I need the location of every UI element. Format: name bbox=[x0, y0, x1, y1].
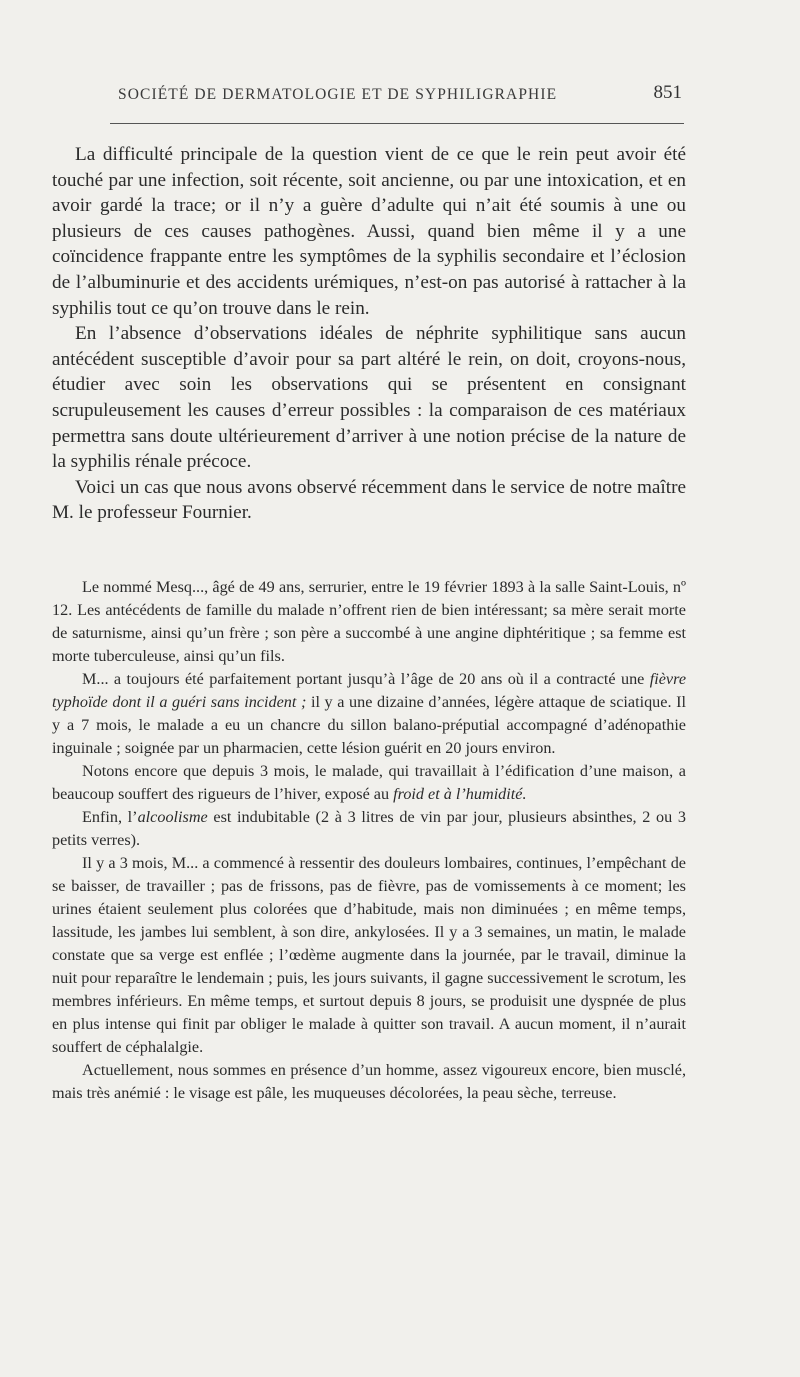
italic-text: alcoolisme bbox=[137, 808, 208, 826]
paragraph: Voici un cas que nous avons observé récemment dans le service de notre maître M. le professeur Fournier. bbox=[52, 476, 686, 524]
text-run: est indubitable (2 à 3 litres de vin par jour, plusieurs absinthes, 2 ou 3 petits verres). bbox=[52, 808, 686, 849]
text-run: il y a une dizaine d’années, légère attaque de sciatique. Il y a 7 mois, le malade a eu un chancre du sillon balano-préputial accompagné d’adénopathie inguinale ; soignée par un pharmacien, cette lésion guérit en 20 jours environ. bbox=[52, 693, 686, 757]
main-text bbox=[52, 142, 686, 526]
text-run: Enfin, l’ bbox=[82, 808, 138, 826]
italic-text: froid et à l’humidité. bbox=[393, 785, 527, 803]
case-paragraph: Le nommé Mesq..., âgé de 49 ans, serrurier, entre le 19 février 1893 à la salle Saint-Louis, nº 12. Les antécédents de famille du malade n’offrent rien de bien intéressant; sa mère serait morte de saturnisme, ainsi qu’un frère ; son père a succombé à une angine diphtéritique ; sa femme est morte tuberculeuse, ainsi qu’un fils. bbox=[52, 578, 686, 665]
running-header bbox=[110, 80, 684, 110]
paragraph: En l’absence d’observations idéales de néphrite syphilitique sans aucun antécédent susceptible d’avoir pour sa part altéré le rein, on doit, croyons-nous, étudier avec soin les observations qui se présentent en consignant scrupuleusement les causes d’erreur possibles : la comparaison de ces matériaux permettra sans doute ultérieurement d’arriver à une notion précise de la nature de la syphilis rénale précoce. bbox=[52, 323, 686, 473]
header-rule bbox=[110, 123, 684, 124]
paragraph: La difficulté principale de la question vient de ce que le rein peut avoir été touché par une infection, soit récente, soit ancienne, ou par une intoxication, et en avoir gardé la trace; or il n’y a guère d’adulte qui n’ait été soumis à une ou plusieurs de ces causes pathogènes. Aussi, quand bien même il y a une coïncidence frappante entre les symptômes de la syphilis secondaire et l’éclosion de l’albuminurie et des accidents urémiques, n’est-on pas autorisé à rattacher à la syphilis tout ce qu’on trouve dans le rein. bbox=[52, 144, 686, 319]
italic-text: fièvre typhoïde dont il a guéri sans incident ; bbox=[52, 670, 686, 711]
case-paragraph bbox=[52, 760, 686, 806]
case-paragraph: Actuellement, nous sommes en présence d’un homme, assez vigoureux encore, bien musclé, mais très anémié : le visage est pâle, les muqueuses décolorées, la peau sèche, terreuse. bbox=[52, 1061, 686, 1102]
page-number: 851 bbox=[653, 82, 682, 103]
text-run: M... a toujours été parfaitement portant jusqu’à l’âge de 20 ans où il a contracté une bbox=[82, 670, 650, 688]
case-paragraph bbox=[52, 668, 686, 760]
case-paragraph bbox=[52, 806, 686, 852]
text-run: Notons encore que depuis 3 mois, le malade, qui travaillait à l’édification d’une maison, a beaucoup souffert des rigueurs de l’hiver, exposé au bbox=[52, 762, 686, 803]
header-title: SOCIÉTÉ DE DERMATOLOGIE ET DE SYPHILIGRAPHIE bbox=[118, 86, 558, 103]
case-report bbox=[52, 576, 686, 1105]
case-paragraph: Il y a 3 mois, M... a commencé à ressentir des douleurs lombaires, continues, l’empêchant de se baisser, de travailler ; pas de frissons, pas de fièvre, pas de vomissements à ce moment; les urines étaient seulement plus colorées que d’habitude, mais non diminuées ; en même temps, lassitude, les jambes lui semblent, à son dire, ankylosées. Il y a 3 semaines, un matin, le malade constate que sa verge est enflée ; l’œdème augmente dans la journée, par le travail, diminue la nuit pour reparaître le lendemain ; puis, les jours suivants, il gagne successivement le scrotum, les membres inférieurs. En même temps, et surtout depuis 8 jours, se produisit une dyspnée de plus en plus intense qui finit par obliger le malade à quitter son travail. A aucun moment, il n’aurait souffert de céphalalgie. bbox=[52, 854, 686, 1056]
